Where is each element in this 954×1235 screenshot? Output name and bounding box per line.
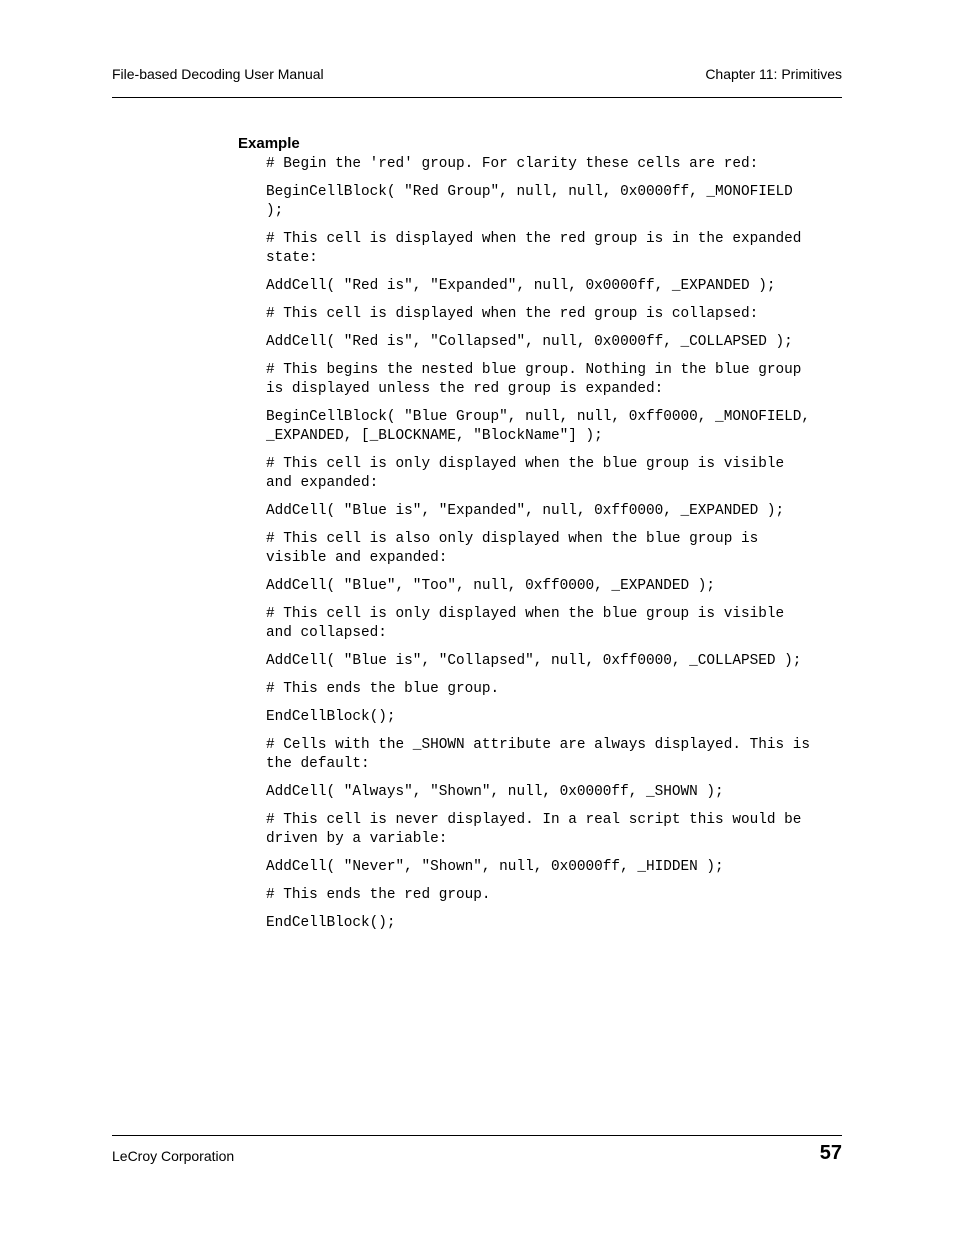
code-statement-line: EndCellBlock();	[266, 915, 396, 931]
block-gap	[266, 699, 846, 708]
block-gap	[266, 643, 846, 652]
code-comment-line: # This cell is only displayed when the blue group is visible	[266, 606, 785, 622]
page-header	[112, 66, 842, 88]
code-comment-line: and expanded:	[266, 475, 379, 491]
code-comment-line: # This ends the red group.	[266, 887, 491, 903]
code-statement-line: AddCell( "Blue is", "Collapsed", null, 0xff0000, _COLLAPSED );	[266, 653, 802, 669]
block-gap	[266, 399, 846, 408]
code-statement-line: AddCell( "Red is", "Collapsed", null, 0x0000ff, _COLLAPSED );	[266, 334, 793, 350]
code-comment-line: # This begins the nested blue group. Nothing in the blue group	[266, 362, 802, 378]
block-gap	[266, 324, 846, 333]
header-divider	[112, 97, 842, 98]
company-name: LeCroy Corporation	[112, 1148, 235, 1164]
code-statement-line: );	[266, 203, 284, 219]
code-statement-line: AddCell( "Red is", "Expanded", null, 0x0000ff, _EXPANDED );	[266, 278, 776, 294]
block-gap	[266, 221, 846, 230]
code-example	[266, 155, 846, 933]
code-statement-line: BeginCellBlock( "Red Group", null, null, 0x0000ff, _MONOFIELD	[266, 184, 793, 200]
block-gap	[266, 905, 846, 914]
manual-title: File-based Decoding User Manual	[112, 66, 324, 82]
block-gap	[266, 849, 846, 858]
code-statement-line: BeginCellBlock( "Blue Group", null, null, 0xff0000, _MONOFIELD,	[266, 409, 811, 425]
block-gap	[266, 802, 846, 811]
code-statement-line: AddCell( "Always", "Shown", null, 0x0000ff, _SHOWN );	[266, 784, 724, 800]
code-comment-line: # This cell is never displayed. In a real script this would be	[266, 812, 802, 828]
block-gap	[266, 877, 846, 886]
block-gap	[266, 774, 846, 783]
code-statement-line: AddCell( "Never", "Shown", null, 0x0000ff, _HIDDEN );	[266, 859, 724, 875]
chapter-title: Chapter 11: Primitives	[705, 66, 842, 82]
code-statement-line: AddCell( "Blue", "Too", null, 0xff0000, _EXPANDED );	[266, 578, 716, 594]
code-comment-line: state:	[266, 250, 318, 266]
block-gap	[266, 596, 846, 605]
block-gap	[266, 521, 846, 530]
code-comment-line: # This cell is only displayed when the blue group is visible	[266, 456, 785, 472]
code-comment-line: and collapsed:	[266, 625, 387, 641]
code-comment-line: is displayed unless the red group is expanded:	[266, 381, 664, 397]
block-gap	[266, 174, 846, 183]
code-comment-line: # This ends the blue group.	[266, 681, 500, 697]
code-statement-line: _EXPANDED, [_BLOCKNAME, "BlockName"] );	[266, 428, 603, 444]
code-comment-line: # This cell is also only displayed when the blue group is	[266, 531, 759, 547]
block-gap	[266, 352, 846, 361]
page-number: 57	[819, 1142, 842, 1164]
code-comment-line: # This cell is displayed when the red group is collapsed:	[266, 306, 759, 322]
code-statement-line: AddCell( "Blue is", "Expanded", null, 0xff0000, _EXPANDED );	[266, 503, 785, 519]
block-gap	[266, 568, 846, 577]
code-comment-line: # Cells with the _SHOWN attribute are always displayed. This is	[266, 737, 811, 753]
code-comment-line: driven by a variable:	[266, 831, 448, 847]
block-gap	[266, 446, 846, 455]
code-comment-line: visible and expanded:	[266, 550, 448, 566]
block-gap	[266, 671, 846, 680]
footer-divider	[112, 1135, 842, 1136]
block-gap	[266, 268, 846, 277]
block-gap	[266, 727, 846, 736]
code-comment-line: # This cell is displayed when the red group is in the expanded	[266, 231, 802, 247]
block-gap	[266, 493, 846, 502]
code-comment-line: the default:	[266, 756, 370, 772]
code-comment-line: # Begin the 'red' group. For clarity these cells are red:	[266, 156, 759, 172]
code-statement-line: EndCellBlock();	[266, 709, 396, 725]
block-gap	[266, 296, 846, 305]
section-heading: Example	[238, 135, 300, 152]
